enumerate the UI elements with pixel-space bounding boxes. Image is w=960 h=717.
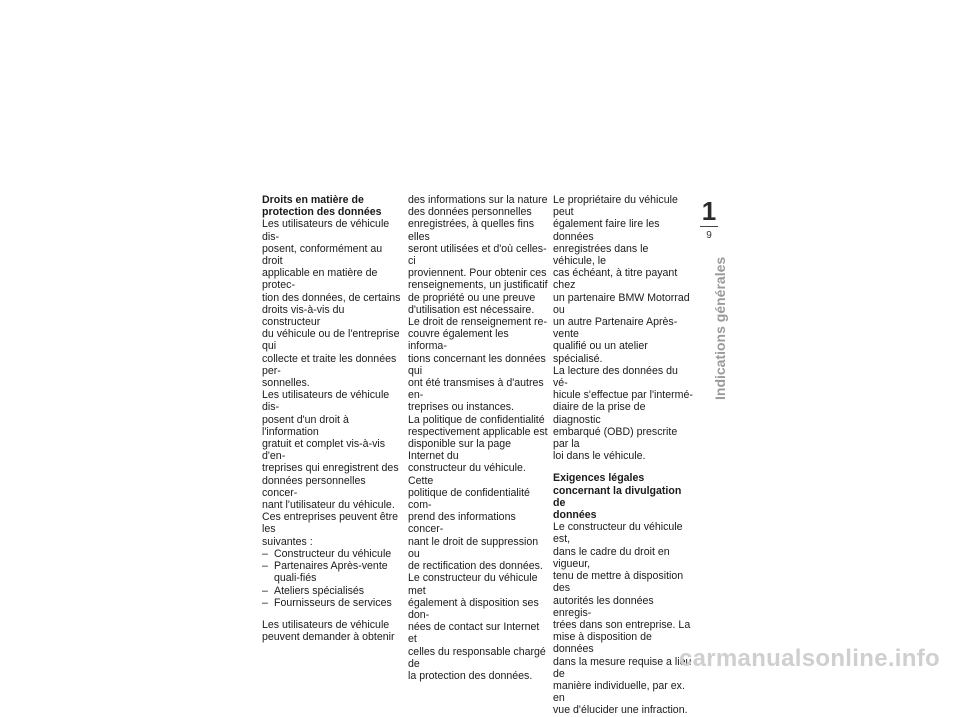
text-line: cas échéant, à titre payant chez xyxy=(553,267,678,292)
section-side-title: Indications générales xyxy=(712,256,728,400)
text-line: disponible sur la page Internet du xyxy=(408,438,512,463)
text-column-2 xyxy=(408,194,548,682)
list-item: – Fournisseurs de services xyxy=(262,597,402,609)
text-line: un partenaire BMW Motorrad ou xyxy=(553,291,690,316)
text-line: peuvent demander à obtenir xyxy=(262,631,395,644)
text-line: Le constructeur du véhicule est, xyxy=(553,521,683,546)
text-line: vue d'élucider une infraction. xyxy=(553,704,688,717)
heading-data-protection-rights xyxy=(262,194,402,218)
text-line: mise à disposition de données xyxy=(553,631,652,656)
heading-line: protection des données xyxy=(262,206,382,219)
text-line: embarqué (OBD) prescrite par la xyxy=(553,425,678,451)
list-item: – Ateliers spécialisés xyxy=(262,585,402,597)
text-line: diaire de la prise de diagnostic xyxy=(553,401,646,426)
text-line: enregistrées dans le véhicule, le xyxy=(553,242,649,268)
text-line: trées dans son entreprise. La xyxy=(553,618,691,631)
text-line: tion des données, de certains xyxy=(262,291,401,304)
text-line: applicable en matière de protec- xyxy=(262,267,378,292)
chapter-number: 1 xyxy=(701,196,717,226)
paragraph xyxy=(553,194,693,462)
text-line: treprises qui enregistrent des xyxy=(262,462,399,475)
heading-line: Exigences légales xyxy=(553,472,645,485)
text-line: La politique de confidentialité xyxy=(408,413,545,426)
list-item: – Constructeur du véhicule xyxy=(262,548,402,560)
text-line: tenu de mettre à disposition des xyxy=(553,570,684,595)
text-line: Les utilisateurs de véhicule dis- xyxy=(262,218,390,243)
page-number: 9 xyxy=(706,230,712,241)
text-line: ont été transmises à d'autres en- xyxy=(408,377,544,402)
text-line: droits vis-à-vis du constructeur xyxy=(262,303,345,329)
text-line: posent, conformément au droit xyxy=(262,242,383,268)
text-line: suivantes : xyxy=(262,535,313,548)
text-line: également à disposition ses don- xyxy=(408,596,539,621)
text-line: celles du responsable chargé de xyxy=(408,645,546,670)
text-line: couvre également les informa- xyxy=(408,328,509,353)
text-line: treprises ou instances. xyxy=(408,401,514,414)
text-line: nant le droit de suppression ou xyxy=(408,535,539,560)
text-line: hicule s'effectue par l'intermé- xyxy=(553,389,693,402)
text-line: Les utilisateurs de véhicule xyxy=(262,618,390,631)
text-line: Le constructeur du véhicule met xyxy=(408,572,538,597)
text-line: autorités les données enregis- xyxy=(553,594,654,619)
text-line: de propriété ou une preuve xyxy=(408,291,536,304)
heading-legal-requirements xyxy=(553,472,693,521)
bullet-list xyxy=(262,548,402,609)
text-line: dans la mesure requise a lieu de xyxy=(553,655,692,680)
text-line: renseignements, un justificatif xyxy=(408,279,548,292)
text-line: proviennent. Pour obtenir ces xyxy=(408,267,547,280)
paragraph xyxy=(262,218,402,547)
text-line: des données personnelles xyxy=(408,206,532,219)
text-line: données personnelles concer- xyxy=(262,474,366,499)
text-line: prend des informations concer- xyxy=(408,511,516,536)
heading-line: concernant la divulgation de xyxy=(553,484,682,509)
text-line: Le propriétaire du véhicule peut xyxy=(553,194,678,219)
heading-line: données xyxy=(553,509,597,522)
heading-line: Droits en matière de xyxy=(262,194,364,206)
paragraph xyxy=(553,521,693,716)
text-line: La lecture des données du vé- xyxy=(553,364,678,390)
text-column-1 xyxy=(262,194,402,643)
text-line: sonnelles. xyxy=(262,377,310,390)
text-line: enregistrées, à quelles fins elles xyxy=(408,218,535,243)
text-line: Ces entreprises peuvent être les xyxy=(262,511,399,536)
text-line: collecte et traite les données per- xyxy=(262,352,397,377)
text-line: manière individuelle, par ex. en xyxy=(553,679,685,705)
text-line: des informations sur la nature xyxy=(408,194,548,206)
text-line: Les utilisateurs de véhicule dis- xyxy=(262,389,390,414)
text-line: gratuit et complet vis-à-vis d'en- xyxy=(262,438,386,463)
watermark: carmanualsonline.info xyxy=(678,645,940,672)
text-line: nant l'utilisateur du véhicule. xyxy=(262,499,395,512)
paragraph xyxy=(408,194,548,682)
text-column-3 xyxy=(553,194,693,717)
text-line: de rectification des données. xyxy=(408,560,543,573)
list-item: – Partenaires Après-vente quali-fiés xyxy=(262,560,402,584)
text-line: seront utilisées et d'où celles-ci xyxy=(408,242,547,268)
text-line: tions concernant les données qui xyxy=(408,352,546,377)
text-line: politique de confidentialité com- xyxy=(408,486,530,512)
text-line: loi dans le véhicule. xyxy=(553,450,646,463)
text-line: constructeur du véhicule. Cette xyxy=(408,462,526,487)
text-line: posent d'un droit à l'information xyxy=(262,413,349,438)
text-line: respectivement applicable est xyxy=(408,425,548,438)
chapter-divider xyxy=(700,226,718,227)
text-line: du véhicule ou de l'entreprise qui xyxy=(262,328,400,353)
text-line: Le droit de renseignement re- xyxy=(408,316,547,329)
text-line: dans le cadre du droit en vigueur, xyxy=(553,545,670,570)
text-line: nées de contact sur Internet et xyxy=(408,621,540,646)
text-line: un autre Partenaire Après-vente xyxy=(553,316,678,341)
text-line: également faire lire les données xyxy=(553,218,660,243)
text-line: la protection des données. xyxy=(408,669,533,682)
paragraph xyxy=(262,619,402,643)
text-line: qualifié ou un atelier spécialisé. xyxy=(553,340,648,365)
text-line: d'utilisation est nécessaire. xyxy=(408,303,535,316)
